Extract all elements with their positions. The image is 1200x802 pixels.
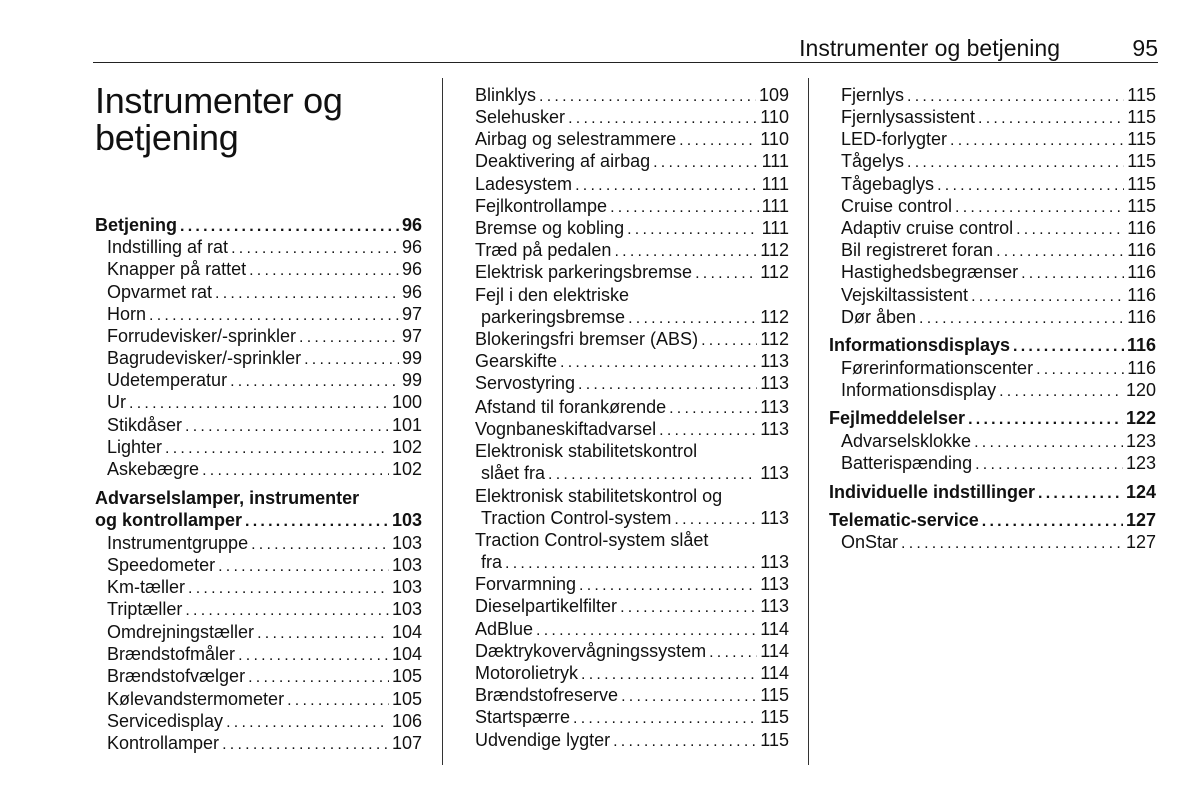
toc-entry-label: Instrumentgruppe <box>107 533 249 553</box>
toc-entry-page: 109 <box>758 85 789 105</box>
toc-entry-page: 113 <box>760 397 789 417</box>
toc-entry-label: Km-tæller <box>107 577 186 597</box>
toc-entry-label: fra <box>481 552 503 572</box>
dot-leader <box>901 531 1123 555</box>
dot-leader <box>971 284 1124 308</box>
toc-entry[interactable] <box>95 214 422 238</box>
toc-entry[interactable] <box>841 452 1156 476</box>
dot-leader <box>999 379 1123 403</box>
toc-entry-label: Fjernlysassistent <box>841 107 976 127</box>
toc-entry[interactable] <box>107 303 422 327</box>
header-rule <box>93 62 1158 63</box>
toc-entry-page: 99 <box>401 370 422 390</box>
toc-entry-page: 112 <box>760 240 789 260</box>
toc-entry[interactable] <box>841 306 1156 330</box>
toc-entry-label: Opvarmet rat <box>107 282 213 302</box>
toc-entry-page: 116 <box>1127 240 1156 260</box>
dot-leader <box>180 214 399 238</box>
toc-entry-label: Dieselpartikelfilter <box>475 596 618 616</box>
toc-entry-label: Blokeringsfri bremser (ABS) <box>475 329 699 349</box>
dot-leader <box>548 462 757 486</box>
toc-entry-label: Individuelle indstillinger <box>829 482 1036 502</box>
dot-leader <box>1016 217 1124 241</box>
toc-entry-page: 111 <box>761 196 789 216</box>
dot-leader <box>304 347 399 371</box>
toc-entry-label: Startspærre <box>475 707 571 727</box>
dot-leader <box>955 195 1124 219</box>
toc-entry[interactable] <box>829 481 1156 505</box>
toc-entry-page: 99 <box>401 348 422 368</box>
toc-entry-page: 97 <box>401 326 422 346</box>
toc-entry-label: Advarselsklokke <box>841 431 972 451</box>
toc-entry-page: 116 <box>1126 335 1156 355</box>
toc-entry-page: 113 <box>760 552 789 572</box>
toc-entry-label: Træd på pedalen <box>475 240 612 260</box>
toc-entry[interactable] <box>841 531 1156 555</box>
toc-entry[interactable] <box>107 532 422 556</box>
dot-leader <box>620 595 757 619</box>
toc-entry[interactable] <box>829 334 1156 358</box>
toc-entry[interactable] <box>107 436 422 460</box>
toc-entry-label: Tågebaglys <box>841 174 935 194</box>
toc-entry-label: Bremse og kobling <box>475 218 625 238</box>
dot-leader <box>579 573 757 597</box>
toc-entry[interactable] <box>475 396 789 420</box>
dot-leader <box>581 662 757 686</box>
toc-entry[interactable] <box>841 106 1156 130</box>
toc-entry-label: Hastighedsbegrænser <box>841 262 1019 282</box>
toc-entry[interactable] <box>107 258 422 282</box>
dot-leader <box>613 729 757 753</box>
toc-entry[interactable] <box>475 84 789 108</box>
toc-entry[interactable] <box>841 430 1156 454</box>
toc-entry[interactable] <box>475 662 789 686</box>
toc-entry[interactable] <box>475 529 789 575</box>
toc-entry[interactable] <box>107 369 422 393</box>
toc-entry-page: 114 <box>760 641 789 661</box>
dot-leader <box>222 732 389 756</box>
dot-leader <box>628 306 757 330</box>
toc-entry-page: 115 <box>1127 196 1156 216</box>
toc-entry[interactable] <box>107 598 422 622</box>
toc-entry-page: 116 <box>1127 285 1156 305</box>
toc-entry-page: 115 <box>760 685 789 705</box>
dot-leader <box>1036 357 1124 381</box>
toc-entry[interactable] <box>475 706 789 730</box>
toc-entry-page: 97 <box>401 304 422 324</box>
dot-leader <box>539 84 756 108</box>
toc-entry-label: Indstilling af rat <box>107 237 229 257</box>
dot-leader <box>249 258 399 282</box>
toc-entry-page: 110 <box>760 129 789 149</box>
toc-entry-page: 107 <box>391 733 422 753</box>
toc-entry-label: Udvendige lygter <box>475 730 611 750</box>
toc-entry-label-line1: Fejl i den elektriske <box>475 285 630 305</box>
toc-entry[interactable] <box>475 173 789 197</box>
toc-entry-label: Kontrollamper <box>107 733 220 753</box>
dot-leader <box>226 710 389 734</box>
dot-leader <box>568 106 757 130</box>
toc-entry-label: Blinklys <box>475 85 537 105</box>
toc-entry-page: 96 <box>401 237 422 257</box>
dot-leader <box>188 576 389 600</box>
dot-leader <box>165 436 389 460</box>
toc-entry[interactable] <box>841 261 1156 285</box>
toc-entry-page: 115 <box>1127 174 1156 194</box>
toc-entry[interactable] <box>107 732 422 756</box>
toc-entry[interactable] <box>107 643 422 667</box>
toc-entry[interactable] <box>841 128 1156 152</box>
dot-leader <box>709 640 757 664</box>
dot-leader <box>614 239 757 263</box>
toc-entry[interactable] <box>475 128 789 152</box>
toc-entry[interactable] <box>475 440 789 486</box>
toc-entry-label: Vognbaneskiftadvarsel <box>475 419 657 439</box>
dot-leader <box>185 414 389 438</box>
toc-entry-page: 116 <box>1127 262 1156 282</box>
toc-entry[interactable] <box>107 281 422 305</box>
toc-entry-page: 96 <box>401 215 422 235</box>
dot-leader <box>669 396 757 420</box>
toc-entry-label: Tågelys <box>841 151 905 171</box>
dot-leader <box>218 554 389 578</box>
toc-entry[interactable] <box>107 554 422 578</box>
toc-entry-page: 111 <box>761 151 789 171</box>
toc-entry[interactable] <box>475 195 789 219</box>
toc-entry-label: Elektrisk parkeringsbremse <box>475 262 693 282</box>
dot-leader <box>919 306 1124 330</box>
toc-entry-page: 120 <box>1125 380 1156 400</box>
toc-entry[interactable] <box>841 173 1156 197</box>
toc-entry-label: Ur <box>107 392 126 412</box>
toc-entry[interactable] <box>107 236 422 260</box>
toc-entry-label: Forrudevisker/-sprinkler <box>107 326 297 346</box>
toc-entry-page: 116 <box>1127 307 1156 327</box>
toc-entry-page: 124 <box>1125 482 1156 502</box>
toc-entry-page: 102 <box>391 459 422 479</box>
toc-entry-label: Ladesystem <box>475 174 573 194</box>
toc-entry-page: 115 <box>760 730 789 750</box>
toc-entry-page: 102 <box>391 437 422 457</box>
toc-entry-page: 96 <box>401 282 422 302</box>
toc-entry-label: Motorolietryk <box>475 663 579 683</box>
toc-entry-label: Adaptiv cruise control <box>841 218 1014 238</box>
toc-entry-label: Servicedisplay <box>107 711 224 731</box>
dot-leader <box>621 684 757 708</box>
dot-leader <box>610 195 759 219</box>
dot-leader <box>982 509 1123 533</box>
toc-entry-label: Servostyring <box>475 373 576 393</box>
toc-entry-page: 114 <box>760 619 789 639</box>
toc-entry[interactable] <box>107 325 422 349</box>
toc-entry-label: Askebægre <box>107 459 200 479</box>
toc-entry-page: 103 <box>391 533 422 553</box>
toc-entry-page: 96 <box>401 259 422 279</box>
toc-entry-label: parkeringsbremse <box>481 307 626 327</box>
toc-entry[interactable] <box>841 150 1156 174</box>
dot-leader <box>575 173 759 197</box>
toc-entry-page: 105 <box>391 689 422 709</box>
toc-entry-page: 110 <box>760 107 789 127</box>
dot-leader <box>907 150 1124 174</box>
toc-entry[interactable] <box>475 328 789 352</box>
toc-entry[interactable] <box>475 573 789 597</box>
toc-entry[interactable] <box>475 261 789 285</box>
page-number: 95 <box>1132 35 1158 61</box>
dot-leader <box>978 106 1124 130</box>
toc-entry-label: Betjening <box>95 215 178 235</box>
toc-entry-label: Udetemperatur <box>107 370 228 390</box>
toc-entry-page: 103 <box>391 555 422 575</box>
toc-entry-page: 127 <box>1125 532 1156 552</box>
toc-entry-page: 103 <box>391 510 422 530</box>
toc-entry-page: 115 <box>1127 85 1156 105</box>
toc-entry[interactable] <box>475 418 789 442</box>
toc-entry-label: Informationsdisplays <box>829 335 1011 355</box>
toc-entry-label: Deaktivering af airbag <box>475 151 651 171</box>
column-divider <box>808 78 809 765</box>
dot-leader <box>231 236 399 260</box>
toc-entry-label: Forvarmning <box>475 574 577 594</box>
dot-leader <box>578 372 757 396</box>
toc-entry[interactable] <box>841 379 1156 403</box>
toc-entry-page: 113 <box>760 373 789 393</box>
toc-entry-page: 113 <box>760 419 789 439</box>
dot-leader <box>653 150 759 174</box>
toc-entry-label: Cruise control <box>841 196 953 216</box>
toc-entry-page: 122 <box>1125 408 1156 428</box>
toc-entry-page: 114 <box>760 663 789 683</box>
toc-entry-page: 115 <box>1127 129 1156 149</box>
dot-leader <box>287 688 389 712</box>
toc-entry-label-line1: Elektronisk stabilitetskontrol <box>475 441 698 461</box>
toc-entry[interactable] <box>841 239 1156 263</box>
toc-entry[interactable] <box>107 347 422 371</box>
toc-entry-page: 112 <box>760 307 789 327</box>
dot-leader <box>257 621 389 645</box>
toc-entry[interactable] <box>107 710 422 734</box>
toc-entry-label: Bagrudevisker/-sprinkler <box>107 348 302 368</box>
toc-entry-label: Fejlmeddelelser <box>829 408 966 428</box>
toc-entry[interactable] <box>107 458 422 482</box>
toc-entry-label: Omdrejningstæller <box>107 622 255 642</box>
toc-entry-label: Brændstofmåler <box>107 644 236 664</box>
toc-entry[interactable] <box>475 106 789 130</box>
toc-entry-page: 104 <box>391 622 422 642</box>
toc-entry-page: 112 <box>760 262 789 282</box>
dot-leader <box>251 532 389 556</box>
toc-entry-label: Vejskiltassistent <box>841 285 969 305</box>
toc-entry-page: 115 <box>760 707 789 727</box>
dot-leader <box>701 328 757 352</box>
dot-leader <box>627 217 759 241</box>
toc-entry[interactable] <box>107 688 422 712</box>
toc-entry-label: Triptæller <box>107 599 183 619</box>
toc-entry-label: Fjernlys <box>841 85 905 105</box>
dot-leader <box>185 598 389 622</box>
dot-leader <box>674 507 757 531</box>
dot-leader <box>202 458 389 482</box>
toc-entry[interactable] <box>475 217 789 241</box>
toc-entry[interactable] <box>475 350 789 374</box>
dot-leader <box>679 128 757 152</box>
toc-entry-label: Dør åben <box>841 307 917 327</box>
toc-entry-page: 113 <box>760 574 789 594</box>
toc-entry-page: 123 <box>1125 431 1156 451</box>
dot-leader <box>573 706 757 730</box>
toc-entry-label-line1: Elektronisk stabilitetskontrol og <box>475 486 723 506</box>
dot-leader <box>996 239 1124 263</box>
toc-entry-label: Speedometer <box>107 555 216 575</box>
toc-entry-page: 105 <box>391 666 422 686</box>
toc-entry[interactable] <box>475 284 789 330</box>
toc-entry[interactable] <box>841 195 1156 219</box>
dot-leader <box>505 551 757 575</box>
dot-leader <box>659 418 757 442</box>
toc-entry[interactable] <box>841 217 1156 241</box>
dot-leader <box>149 303 399 327</box>
dot-leader <box>937 173 1124 197</box>
toc-entry[interactable] <box>829 509 1156 533</box>
toc-entry[interactable] <box>107 414 422 438</box>
dot-leader <box>950 128 1124 152</box>
toc-entry-label: Airbag og selestrammere <box>475 129 677 149</box>
toc-entry-label: Gearskifte <box>475 351 558 371</box>
dot-leader <box>215 281 399 305</box>
toc-entry-page: 100 <box>391 392 422 412</box>
toc-entry[interactable] <box>841 357 1156 381</box>
dot-leader <box>968 407 1123 431</box>
toc-entry[interactable] <box>95 487 422 533</box>
toc-entry-label: Knapper på rattet <box>107 259 247 279</box>
toc-entry-page: 123 <box>1125 453 1156 473</box>
dot-leader <box>129 391 389 415</box>
toc-entry-page: 111 <box>761 218 789 238</box>
toc-entry-label: Bil registreret foran <box>841 240 994 260</box>
toc-entry-page: 101 <box>391 415 422 435</box>
dot-leader <box>975 452 1123 476</box>
toc-entry[interactable] <box>475 640 789 664</box>
dot-leader <box>1038 481 1123 505</box>
toc-entry-label: Fejlkontrollampe <box>475 196 608 216</box>
toc-entry-label: AdBlue <box>475 619 534 639</box>
toc-entry[interactable] <box>475 729 789 753</box>
dot-leader <box>1021 261 1124 285</box>
toc-entry[interactable] <box>475 239 789 263</box>
running-title: Instrumenter og betjening <box>799 35 1060 61</box>
toc-entry[interactable] <box>107 576 422 600</box>
toc-entry-page: 103 <box>391 599 422 619</box>
toc-entry-label: og kontrollamper <box>95 510 243 530</box>
toc-entry-page: 103 <box>391 577 422 597</box>
toc-entry-label: Brændstofreserve <box>475 685 619 705</box>
chapter-title: Instrumenter og betjening <box>95 80 343 158</box>
toc-entry-page: 106 <box>391 711 422 731</box>
dot-leader <box>1013 334 1124 358</box>
toc-entry-label-line1: Traction Control-system slået <box>475 530 709 550</box>
toc-entry[interactable] <box>475 372 789 396</box>
toc-entry[interactable] <box>107 391 422 415</box>
toc-entry-label: LED-forlygter <box>841 129 948 149</box>
toc-entry[interactable] <box>475 618 789 642</box>
toc-entry-page: 127 <box>1125 510 1156 530</box>
toc-entry[interactable] <box>475 595 789 619</box>
dot-leader <box>299 325 399 349</box>
toc-entry[interactable] <box>475 684 789 708</box>
dot-leader <box>907 84 1124 108</box>
toc-entry-label: Stikdåser <box>107 415 183 435</box>
toc-entry[interactable] <box>475 485 789 531</box>
toc-entry-label: Horn <box>107 304 147 324</box>
dot-leader <box>560 350 757 374</box>
dot-leader <box>248 665 389 689</box>
toc-entry[interactable] <box>841 84 1156 108</box>
toc-entry[interactable] <box>829 407 1156 431</box>
toc-entry-page: 113 <box>760 508 789 528</box>
dot-leader <box>974 430 1123 454</box>
toc-entry-page: 113 <box>760 596 789 616</box>
toc-entry-label: Informationsdisplay <box>841 380 997 400</box>
toc-entry-page: 113 <box>760 463 789 483</box>
column-divider <box>442 78 443 765</box>
toc-entry-page: 116 <box>1127 218 1156 238</box>
toc-entry-label-line1: Advarselslamper, instrumenter <box>95 488 360 508</box>
toc-entry-label: slået fra <box>481 463 546 483</box>
toc-entry-label: Brændstofvælger <box>107 666 246 686</box>
toc-entry-page: 115 <box>1127 151 1156 171</box>
toc-entry-label: Kølevandstermometer <box>107 689 285 709</box>
toc-entry-label: Telematic-service <box>829 510 979 530</box>
toc-entry-label: Afstand til forankørende <box>475 397 667 417</box>
toc-entry-label: Selehusker <box>475 107 566 127</box>
toc-entry-label: OnStar <box>841 532 899 552</box>
dot-leader <box>695 261 757 285</box>
toc-entry-page: 113 <box>760 351 789 371</box>
toc-entry-page: 111 <box>761 174 789 194</box>
toc-entry-label: Traction Control-system <box>481 508 672 528</box>
dot-leader <box>245 509 389 533</box>
toc-entry-label: Batterispænding <box>841 453 973 473</box>
toc-entry[interactable] <box>475 150 789 174</box>
dot-leader <box>230 369 399 393</box>
dot-leader <box>536 618 757 642</box>
toc-entry[interactable] <box>841 284 1156 308</box>
toc-entry-page: 116 <box>1127 358 1156 378</box>
toc-entry-label: Dæktrykovervågningssystem <box>475 641 707 661</box>
toc-entry-page: 115 <box>1127 107 1156 127</box>
toc-entry[interactable] <box>107 665 422 689</box>
toc-entry-label: Førerinformationscenter <box>841 358 1034 378</box>
toc-entry-label: Lighter <box>107 437 163 457</box>
toc-entry-page: 112 <box>760 329 789 349</box>
dot-leader <box>238 643 389 667</box>
toc-entry[interactable] <box>107 621 422 645</box>
toc-entry-page: 104 <box>391 644 422 664</box>
